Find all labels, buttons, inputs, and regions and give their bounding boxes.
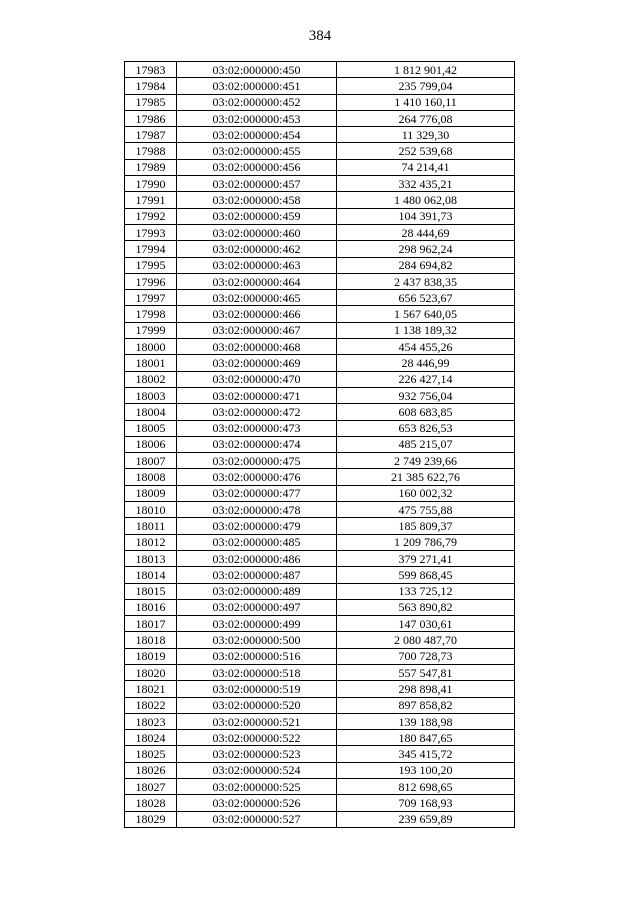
cadastral-number-cell: 03:02:000000:470 <box>177 371 337 387</box>
row-number-cell: 18013 <box>125 550 177 566</box>
table-row <box>125 290 515 306</box>
table-row <box>125 713 515 729</box>
cadastral-value-cell: 298 898,41 <box>337 681 515 697</box>
cadastral-value-cell: 160 002,32 <box>337 485 515 501</box>
table-row <box>125 567 515 583</box>
row-number-cell: 18021 <box>125 681 177 697</box>
table-row <box>125 811 515 827</box>
cadastral-number-cell: 03:02:000000:485 <box>177 534 337 550</box>
table-row <box>125 664 515 680</box>
cadastral-value-cell: 599 868,45 <box>337 567 515 583</box>
cadastral-value-cell: 897 858,82 <box>337 697 515 713</box>
table-row <box>125 730 515 746</box>
cadastral-number-cell: 03:02:000000:459 <box>177 208 337 224</box>
cadastral-value-cell: 28 444,69 <box>337 224 515 240</box>
row-number-cell: 17983 <box>125 62 177 78</box>
row-number-cell: 18016 <box>125 599 177 615</box>
row-number-cell: 18001 <box>125 355 177 371</box>
row-number-cell: 18024 <box>125 730 177 746</box>
table-row <box>125 616 515 632</box>
row-number-cell: 17998 <box>125 306 177 322</box>
cadastral-number-cell: 03:02:000000:477 <box>177 485 337 501</box>
cadastral-number-cell: 03:02:000000:463 <box>177 257 337 273</box>
row-number-cell: 18007 <box>125 453 177 469</box>
cadastral-value-cell: 147 030,61 <box>337 616 515 632</box>
table-row <box>125 62 515 78</box>
cadastral-number-cell: 03:02:000000:473 <box>177 420 337 436</box>
row-number-cell: 17993 <box>125 224 177 240</box>
table-row <box>125 110 515 126</box>
cadastral-number-cell: 03:02:000000:471 <box>177 387 337 403</box>
cadastral-value-cell: 1 812 901,42 <box>337 62 515 78</box>
table-row <box>125 632 515 648</box>
cadastral-value-cell: 1 480 062,08 <box>337 192 515 208</box>
cadastral-number-cell: 03:02:000000:518 <box>177 664 337 680</box>
cadastral-number-cell: 03:02:000000:527 <box>177 811 337 827</box>
row-number-cell: 18028 <box>125 795 177 811</box>
row-number-cell: 18002 <box>125 371 177 387</box>
table-row <box>125 94 515 110</box>
cadastral-value-cell: 226 427,14 <box>337 371 515 387</box>
cadastral-value-cell: 139 188,98 <box>337 713 515 729</box>
cadastral-value-cell: 332 435,21 <box>337 176 515 192</box>
table-row <box>125 143 515 159</box>
table-row <box>125 387 515 403</box>
cadastral-number-cell: 03:02:000000:525 <box>177 779 337 795</box>
cadastral-number-cell: 03:02:000000:516 <box>177 648 337 664</box>
table-row <box>125 208 515 224</box>
cadastral-number-cell: 03:02:000000:450 <box>177 62 337 78</box>
table-row <box>125 224 515 240</box>
row-number-cell: 17985 <box>125 94 177 110</box>
cadastral-value-cell: 1 567 640,05 <box>337 306 515 322</box>
table-row <box>125 599 515 615</box>
row-number-cell: 18015 <box>125 583 177 599</box>
cadastral-value-cell: 74 214,41 <box>337 159 515 175</box>
cadastral-value-cell: 11 329,30 <box>337 127 515 143</box>
cadastral-number-cell: 03:02:000000:453 <box>177 110 337 126</box>
cadastral-number-cell: 03:02:000000:519 <box>177 681 337 697</box>
cadastral-number-cell: 03:02:000000:456 <box>177 159 337 175</box>
cadastral-number-cell: 03:02:000000:523 <box>177 746 337 762</box>
cadastral-number-cell: 03:02:000000:474 <box>177 436 337 452</box>
row-number-cell: 17984 <box>125 78 177 94</box>
cadastral-value-cell: 2 437 838,35 <box>337 273 515 289</box>
table-row <box>125 436 515 452</box>
cadastral-number-cell: 03:02:000000:486 <box>177 550 337 566</box>
cadastral-number-cell: 03:02:000000:500 <box>177 632 337 648</box>
cadastral-number-cell: 03:02:000000:462 <box>177 241 337 257</box>
table-row <box>125 241 515 257</box>
cadastral-number-cell: 03:02:000000:476 <box>177 469 337 485</box>
cadastral-number-cell: 03:02:000000:520 <box>177 697 337 713</box>
cadastral-value-cell: 454 455,26 <box>337 339 515 355</box>
table-row <box>125 306 515 322</box>
cadastral-value-cell: 133 725,12 <box>337 583 515 599</box>
cadastral-value-cell: 608 683,85 <box>337 404 515 420</box>
cadastral-number-cell: 03:02:000000:521 <box>177 713 337 729</box>
cadastral-number-cell: 03:02:000000:469 <box>177 355 337 371</box>
cadastral-value-cell: 485 215,07 <box>337 436 515 452</box>
cadastral-number-cell: 03:02:000000:458 <box>177 192 337 208</box>
table-row <box>125 795 515 811</box>
cadastral-value-cell: 1 209 786,79 <box>337 534 515 550</box>
cadastral-number-cell: 03:02:000000:499 <box>177 616 337 632</box>
cadastral-value-cell: 1 138 189,32 <box>337 322 515 338</box>
row-number-cell: 18023 <box>125 713 177 729</box>
table-body <box>125 62 515 828</box>
table-row <box>125 502 515 518</box>
row-number-cell: 18011 <box>125 518 177 534</box>
row-number-cell: 18018 <box>125 632 177 648</box>
cadastral-number-cell: 03:02:000000:489 <box>177 583 337 599</box>
row-number-cell: 18012 <box>125 534 177 550</box>
cadastral-value-cell: 379 271,41 <box>337 550 515 566</box>
table-row <box>125 681 515 697</box>
cadastral-number-cell: 03:02:000000:466 <box>177 306 337 322</box>
table-row <box>125 648 515 664</box>
row-number-cell: 18003 <box>125 387 177 403</box>
cadastral-number-cell: 03:02:000000:460 <box>177 224 337 240</box>
cadastral-value-cell: 104 391,73 <box>337 208 515 224</box>
cadastral-number-cell: 03:02:000000:497 <box>177 599 337 615</box>
cadastral-number-cell: 03:02:000000:522 <box>177 730 337 746</box>
cadastral-value-cell: 563 890,82 <box>337 599 515 615</box>
table-row <box>125 257 515 273</box>
cadastral-value-cell: 2 749 239,66 <box>337 453 515 469</box>
cadastral-number-cell: 03:02:000000:472 <box>177 404 337 420</box>
cadastral-number-cell: 03:02:000000:526 <box>177 795 337 811</box>
cadastral-number-cell: 03:02:000000:451 <box>177 78 337 94</box>
cadastral-value-cell: 185 809,37 <box>337 518 515 534</box>
cadastral-value-cell: 180 847,65 <box>337 730 515 746</box>
cadastral-number-cell: 03:02:000000:455 <box>177 143 337 159</box>
cadastral-value-cell: 284 694,82 <box>337 257 515 273</box>
cadastral-value-table <box>124 61 515 828</box>
cadastral-value-cell: 557 547,81 <box>337 664 515 680</box>
cadastral-number-cell: 03:02:000000:475 <box>177 453 337 469</box>
cadastral-number-cell: 03:02:000000:464 <box>177 273 337 289</box>
cadastral-value-cell: 235 799,04 <box>337 78 515 94</box>
row-number-cell: 18008 <box>125 469 177 485</box>
cadastral-value-cell: 193 100,20 <box>337 762 515 778</box>
table-row <box>125 355 515 371</box>
cadastral-value-cell: 656 523,67 <box>337 290 515 306</box>
row-number-cell: 17999 <box>125 322 177 338</box>
table-row <box>125 485 515 501</box>
cadastral-value-cell: 475 755,88 <box>337 502 515 518</box>
row-number-cell: 17987 <box>125 127 177 143</box>
cadastral-number-cell: 03:02:000000:467 <box>177 322 337 338</box>
cadastral-number-cell: 03:02:000000:457 <box>177 176 337 192</box>
cadastral-number-cell: 03:02:000000:478 <box>177 502 337 518</box>
cadastral-number-cell: 03:02:000000:479 <box>177 518 337 534</box>
cadastral-value-cell: 264 776,08 <box>337 110 515 126</box>
cadastral-value-cell: 653 826,53 <box>337 420 515 436</box>
row-number-cell: 17988 <box>125 143 177 159</box>
table-row <box>125 192 515 208</box>
row-number-cell: 18017 <box>125 616 177 632</box>
cadastral-value-cell: 932 756,04 <box>337 387 515 403</box>
row-number-cell: 17997 <box>125 290 177 306</box>
row-number-cell: 18025 <box>125 746 177 762</box>
row-number-cell: 18026 <box>125 762 177 778</box>
cadastral-value-cell: 1 410 160,11 <box>337 94 515 110</box>
row-number-cell: 17996 <box>125 273 177 289</box>
table-row <box>125 518 515 534</box>
table-row <box>125 159 515 175</box>
row-number-cell: 18005 <box>125 420 177 436</box>
table-row <box>125 453 515 469</box>
row-number-cell: 17989 <box>125 159 177 175</box>
row-number-cell: 17992 <box>125 208 177 224</box>
cadastral-value-cell: 700 728,73 <box>337 648 515 664</box>
cadastral-value-cell: 298 962,24 <box>337 241 515 257</box>
table-row <box>125 371 515 387</box>
row-number-cell: 18009 <box>125 485 177 501</box>
cadastral-number-cell: 03:02:000000:452 <box>177 94 337 110</box>
table-row <box>125 176 515 192</box>
cadastral-value-cell: 28 446,99 <box>337 355 515 371</box>
cadastral-number-cell: 03:02:000000:465 <box>177 290 337 306</box>
table-row <box>125 78 515 94</box>
table-row <box>125 420 515 436</box>
cadastral-value-cell: 239 659,89 <box>337 811 515 827</box>
cadastral-value-cell: 2 080 487,70 <box>337 632 515 648</box>
table-row <box>125 550 515 566</box>
row-number-cell: 17991 <box>125 192 177 208</box>
table-row <box>125 746 515 762</box>
row-number-cell: 18020 <box>125 664 177 680</box>
table-row <box>125 322 515 338</box>
row-number-cell: 17995 <box>125 257 177 273</box>
row-number-cell: 17990 <box>125 176 177 192</box>
table-row <box>125 762 515 778</box>
table-row <box>125 469 515 485</box>
row-number-cell: 18022 <box>125 697 177 713</box>
row-number-cell: 18004 <box>125 404 177 420</box>
table-row <box>125 697 515 713</box>
row-number-cell: 17986 <box>125 110 177 126</box>
row-number-cell: 18000 <box>125 339 177 355</box>
row-number-cell: 18010 <box>125 502 177 518</box>
page-number: 384 <box>308 28 332 44</box>
cadastral-value-cell: 709 168,93 <box>337 795 515 811</box>
row-number-cell: 18014 <box>125 567 177 583</box>
table-row <box>125 534 515 550</box>
cadastral-number-cell: 03:02:000000:487 <box>177 567 337 583</box>
cadastral-value-cell: 252 539,68 <box>337 143 515 159</box>
cadastral-value-cell: 345 415,72 <box>337 746 515 762</box>
table-row <box>125 779 515 795</box>
row-number-cell: 18006 <box>125 436 177 452</box>
cadastral-value-cell: 21 385 622,76 <box>337 469 515 485</box>
table-row <box>125 583 515 599</box>
cadastral-value-cell: 812 698,65 <box>337 779 515 795</box>
cadastral-number-cell: 03:02:000000:524 <box>177 762 337 778</box>
table-row <box>125 127 515 143</box>
table-row <box>125 404 515 420</box>
cadastral-number-cell: 03:02:000000:454 <box>177 127 337 143</box>
row-number-cell: 18029 <box>125 811 177 827</box>
row-number-cell: 18027 <box>125 779 177 795</box>
cadastral-number-cell: 03:02:000000:468 <box>177 339 337 355</box>
row-number-cell: 17994 <box>125 241 177 257</box>
table-row <box>125 339 515 355</box>
table-row <box>125 273 515 289</box>
row-number-cell: 18019 <box>125 648 177 664</box>
